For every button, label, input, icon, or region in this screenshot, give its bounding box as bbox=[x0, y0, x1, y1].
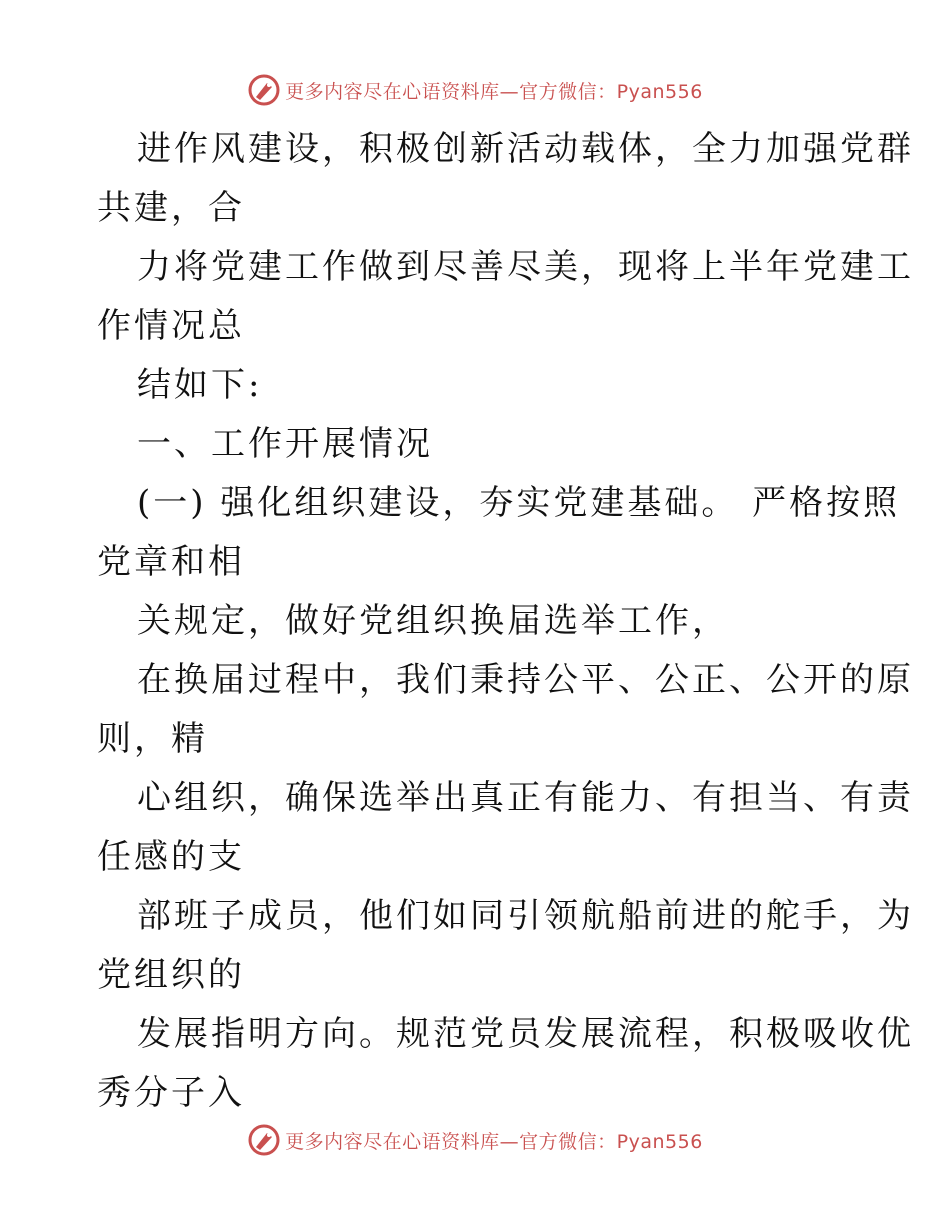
text-line: 部班子成员，他们如同引领航船前进的舵手，为 bbox=[137, 896, 914, 936]
text-line: 秀分子入 bbox=[97, 1073, 245, 1113]
footer-watermark-banner bbox=[0, 1120, 950, 1160]
watermark-text: 更多内容尽在心语资料库—官方微信：Pyan556 bbox=[285, 1130, 703, 1153]
section-heading: 一、工作开展情况 bbox=[137, 424, 433, 464]
text-line: 结如下: bbox=[137, 365, 263, 405]
text-line: 党章和相 bbox=[97, 542, 245, 582]
text-line: 党组织的 bbox=[97, 955, 245, 995]
document-body bbox=[97, 120, 914, 1123]
text-line: 进作风建设，积极创新活动载体，全力加强党群 bbox=[137, 129, 914, 169]
pen-nib-logo-icon bbox=[247, 1123, 281, 1157]
text-line: 共建，合 bbox=[97, 188, 245, 228]
text-line: 心组织，确保选举出真正有能力、有担当、有责 bbox=[137, 778, 914, 818]
text-line: 发展指明方向。规范党员发展流程，积极吸收优 bbox=[137, 1014, 914, 1054]
text-line: (一) 强化组织建设，夯实党建基础。 严格按照 bbox=[137, 483, 901, 523]
text-line: 关规定，做好党组织换届选举工作， bbox=[137, 601, 729, 641]
text-line: 任感的支 bbox=[97, 837, 245, 877]
watermark-text: 更多内容尽在心语资料库—官方微信：Pyan556 bbox=[285, 80, 703, 103]
text-line: 力将党建工作做到尽善尽美，现将上半年党建工 bbox=[137, 247, 914, 287]
text-line: 则，精 bbox=[97, 719, 208, 759]
text-line: 在换届过程中，我们秉持公平、公正、公开的原 bbox=[137, 660, 914, 700]
header-watermark-banner bbox=[0, 70, 950, 110]
pen-nib-logo-icon bbox=[247, 73, 281, 107]
text-line: 作情况总 bbox=[97, 306, 245, 346]
